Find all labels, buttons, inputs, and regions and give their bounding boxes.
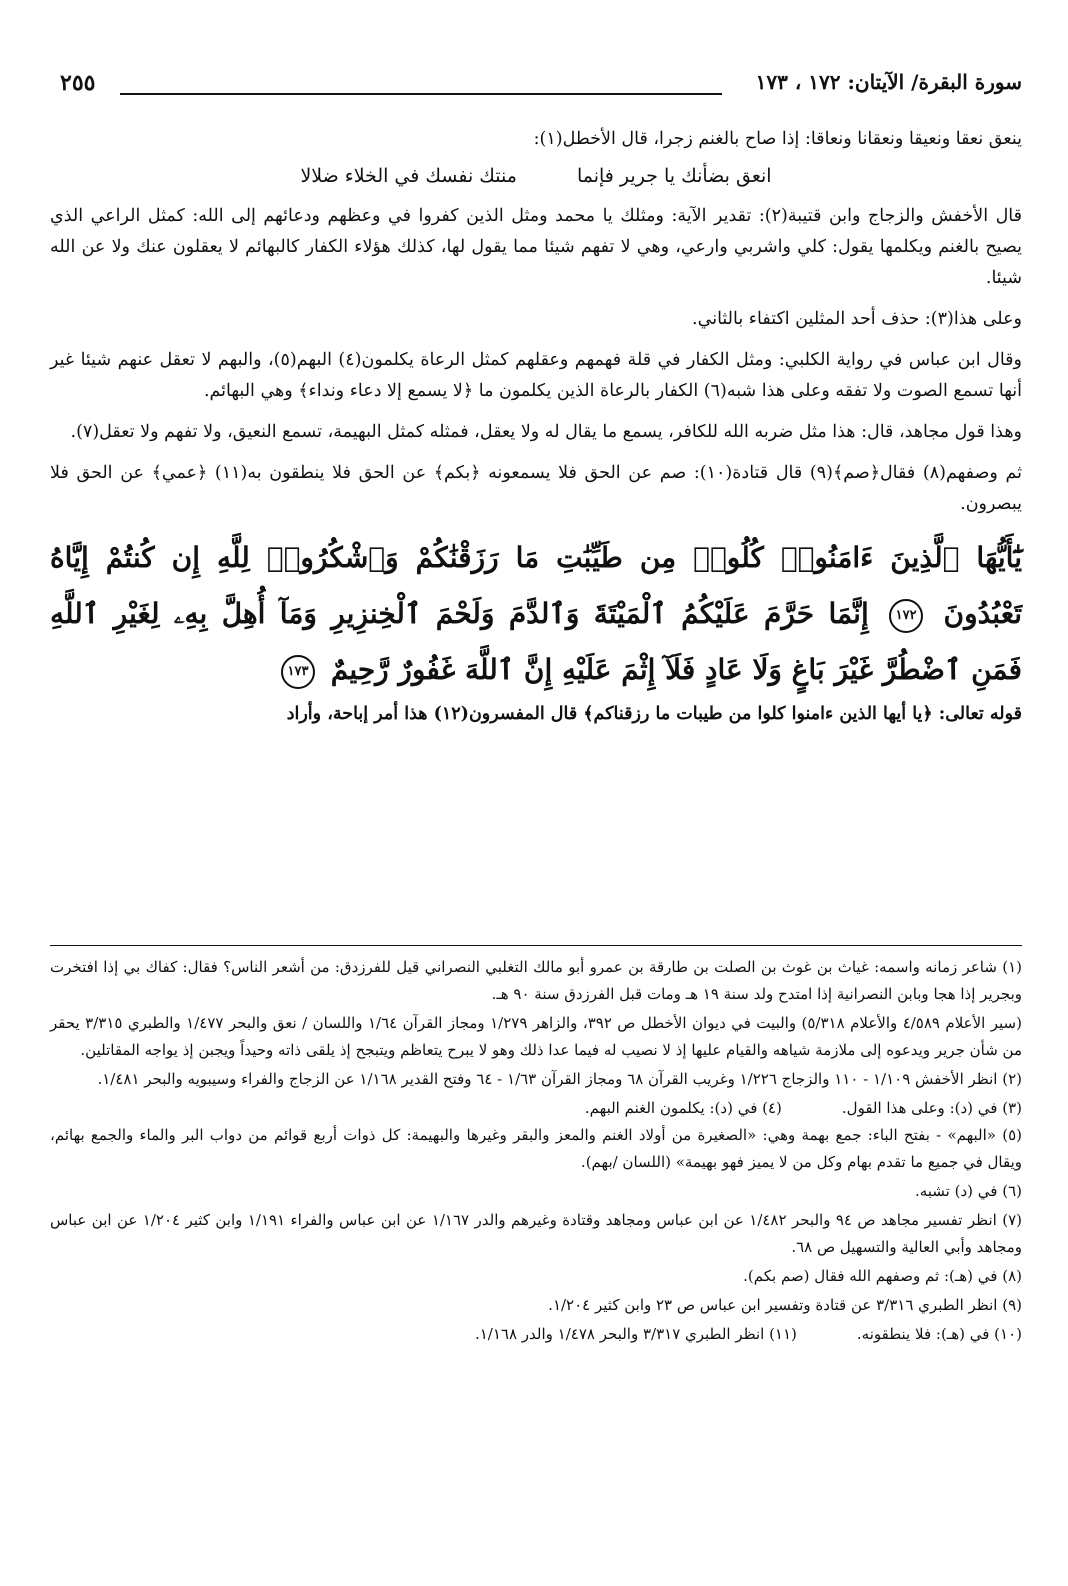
- ayah-number-marker: ١٧٣: [281, 655, 315, 689]
- footnote: (٤) في (د): يكلمون الغنم البهم.: [584, 1099, 782, 1117]
- footnote: (٦) في (د) تشبه.: [914, 1182, 1022, 1200]
- paragraph: قال الأخفش والزجاج وابن قتيبة(٢): تقدير الآية: ومثلك يا محمد ومثل الذين كفروا في وعظهم ودعائهم إلى الله: كمثل الراعي الذي يصيح بالغنم ويكلمها يقول: كلي واشربي وارعي، وهي لا تفهم شيئا مما يقول لها، كذلك هؤلاء الكفار كالبهائم لا يعقلون عنك ولا عن الله شيئا.: [50, 206, 1022, 288]
- paragraph: وقال ابن عباس في رواية الكلبي: ومثل الكفار في قلة فهمهم وعقلهم كمثل الرعاة يكلمون(٤) البهم(٥)، والبهم لا تعقل عنهم شيئا غير أنها تسمع الصوت ولا تفقه وعلى هذا شبه(٦) الكفار بالرعاة الذين يكلمون ما ﴿لا يسمع إلا دعاء ونداء﴾ وهي البهائم.: [50, 350, 1022, 401]
- footnotes: [50, 945, 1022, 1348]
- running-title: سورة البقرة/ الآيتان: ١٧٢ ، ١٧٣: [755, 70, 1022, 94]
- main-text: [50, 124, 1022, 732]
- footnote: (٣) في (د): وعلى هذا القول.: [841, 1099, 1022, 1117]
- ayah-number-marker: ١٧٢: [889, 599, 923, 633]
- poem-verse: [50, 165, 1022, 187]
- quran-verses: [50, 530, 1022, 698]
- footnote: (٧) انظر تفسير مجاهد ص ٩٤ والبحر ١/٤٨٢ عن ابن عباس ومجاهد وقتادة وغيرهم والدر ١/١٦٧ عن ابن عباس والفراء ١/١٩١ وابن كثير ١/٢٠٤ عن ابن عباس ومجاهد وأبي العالية والتسهيل ص ٦٨.: [50, 1211, 1022, 1256]
- footnote-row: [50, 1321, 1022, 1348]
- footnote: (١) شاعر زمانه واسمه: غياث بن غوث بن الصلت بن طارقة بن عمرو أبو مالك التغلبي النصراني قيل للفرزدق: من أشعر الناس؟ فقال: كفاك بي إذا افتخرت وبجرير إذا هجا وبابن النصرانية إذا امتدح ولد سنة ١٩ هـ ومات قبل الفرزدق سنة ٩٠ هـ.: [50, 958, 1022, 1003]
- header-rule: [120, 93, 722, 95]
- footnote: (٢) انظر الأخفش ١/١٠٩ - ١١٠ والزجاج ١/٢٢٦ وغريب القرآن ٦٨ ومجاز القرآن ١/٦٣ - ٦٤ وفتح القدير ١/١٦٨ عن الزجاج والفراء وسيبويه والبحر ١/٤٨١.: [97, 1070, 1022, 1088]
- footnote: (٩) انظر الطبري ٣/٣١٦ عن قتادة وتفسير ابن عباس ص ٢٣ وابن كثير ١/٢٠٤.: [548, 1296, 1022, 1314]
- verse-173: إِنَّمَا حَرَّمَ عَلَيْكُمُ ٱلْمَيْتَةَ وَٱلدَّمَ وَلَحْمَ ٱلْخِنزِيرِ وَمَآ أُهِلَّ بِهِۦ لِغَيْرِ ٱللَّهِ فَمَنِ ٱضْطُرَّ غَيْرَ بَاغٍ وَلَا عَادٍ فَلَآ إِثْمَ عَلَيْهِ إِنَّ ٱللَّهَ غَفُورٌ رَّحِيمٌ: [50, 597, 1022, 686]
- poem-hemistich-first: انعق بضأنك يا جرير فإنما: [576, 165, 772, 187]
- footnote-row: [50, 1095, 1022, 1122]
- footnote: (١١) انظر الطبري ٣/٣١٧ والبحر ١/٤٧٨ والدر ١/١٦٨.: [474, 1325, 797, 1343]
- page-number: ٢٥٥: [60, 70, 96, 96]
- footnote: (٨) في (هـ): ثم وصفهم الله فقال (صم بكم).: [743, 1267, 1022, 1285]
- paragraph: ينعق نعقا ونعيقا ونعقانا ونعاقا: إذا صاح بالغنم زجرا، قال الأخطل(١):: [533, 129, 1022, 149]
- poem-hemistich-second: منتك نفسك في الخلاء ضلالا: [300, 165, 517, 187]
- footnote: (٥) «البهم» - بفتح الباء: جمع بهمة وهي: «الصغيرة من أولاد الغنم والمعز والبقر وغيرها والبهيمة: كل ذوات أربع قوائم من دواب البر والماء والجمع بهائم، ويقال في جميع ما تقدم بهام وكل من لا يميز فهو بهيمة» (اللسان /بهم).: [50, 1126, 1022, 1171]
- page-header: [50, 70, 1022, 110]
- tafsir-paragraph: قوله تعالى: ﴿يا أيها الذين ءامنوا كلوا من طيبات ما رزقناكم﴾ قال المفسرون(١٢) هذا أمر إباحة، وأراد: [286, 704, 1022, 724]
- paragraph: وهذا قول مجاهد، قال: هذا مثل ضربه الله للكافر، يسمع ما يقال له ولا يعقل، فمثله كمثل البهيمة، تسمع النعيق، ولا تفهم ولا تعقل(٧).: [70, 422, 1022, 442]
- paragraph: وعلى هذا(٣): حذف أحد المثلين اكتفاء بالثاني.: [692, 309, 1022, 329]
- footnote: (١٠) في (هـ): فلا ينطقونه.: [856, 1325, 1022, 1343]
- paragraph: ثم وصفهم(٨) فقال﴿صم﴾(٩) قال قتادة(١٠): صم عن الحق فلا يسمعونه ﴿بكم﴾ عن الحق فلا ينطقون به(١١) ﴿عمي﴾ عن الحق فلا يبصرون.: [50, 463, 1022, 514]
- footnote: (سير الأعلام ٤/٥٨٩ والأعلام ٥/٣١٨) والبيت في ديوان الأخطل ص ٣٩٢، والزاهر ١/٢٧٩ ومجاز القرآن ١/٦٤ واللسان / نعق والبحر ١/٤٧٧ والطبري ٣/٣١٥ يحقر من شأن جرير ويدعوه إلى ملازمة شياهه والقيام عليها إذ لا نصيب له فيما عدا ذلك وهو لا يبرح يتعاظم ويتبجح إذ يلقى ذاته وحيداً ويجبن إذ يواجه المقاتلين.: [50, 1014, 1022, 1059]
- verse-172: يَٰٓأَيُّهَا ٱلَّذِينَ ءَامَنُوا۟ كُلُوا۟ مِن طَيِّبَٰتِ مَا رَزَقْنَٰكُمْ وَٱشْكُرُوا۟ لِلَّهِ إِن كُنتُمْ إِيَّاهُ تَعْبُدُونَ: [50, 541, 1023, 630]
